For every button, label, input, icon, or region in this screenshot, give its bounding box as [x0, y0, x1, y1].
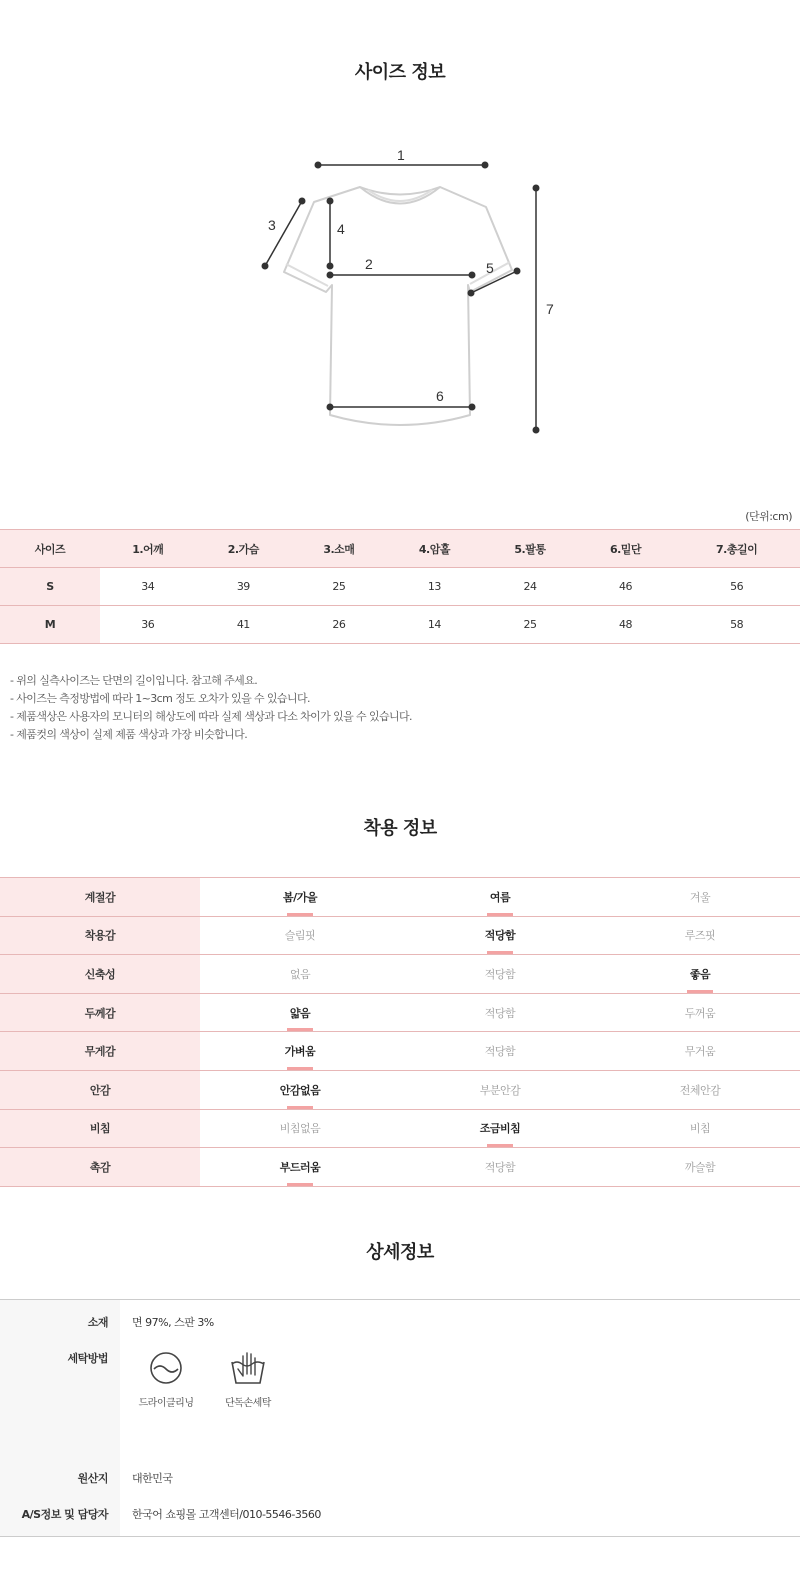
size-cell: 48: [578, 606, 674, 644]
wear-option: 까슬함: [600, 1148, 800, 1187]
table-row: [0, 606, 800, 644]
table-row: [0, 1148, 800, 1187]
wear-option: 두꺼움: [600, 993, 800, 1032]
detail-row-as: [0, 1496, 800, 1537]
wash-label: 세탁방법: [0, 1340, 120, 1460]
wear-label: 두께감: [0, 993, 200, 1032]
care-item-hand-wash: [220, 1350, 276, 1409]
care-label: 단독손세탁: [225, 1398, 271, 1409]
detail-row-material: [0, 1300, 800, 1341]
wear-label: 신축성: [0, 955, 200, 994]
size-table-header-row: [0, 530, 800, 568]
wear-info-title: 착용 정보: [363, 818, 437, 839]
wear-label: 비침: [0, 1109, 200, 1148]
size-cell: 13: [387, 568, 483, 606]
detail-row-origin: [0, 1460, 800, 1496]
table-row: [0, 1109, 800, 1148]
wear-option: 겨울: [600, 878, 800, 917]
size-header: 2.가슴: [196, 530, 292, 568]
wear-option: 좋음: [600, 955, 800, 994]
diagram-label-3: 3: [268, 217, 276, 233]
size-cell: 46: [578, 568, 674, 606]
wear-option: 적당함: [400, 916, 600, 955]
size-header: 1.어깨: [100, 530, 196, 568]
wear-option: 가벼움: [200, 1032, 400, 1071]
wear-option: 부드러움: [200, 1148, 400, 1187]
origin-value: 대한민국: [132, 1472, 173, 1485]
wear-option: 조금비침: [400, 1109, 600, 1148]
diagram-label-6: 6: [436, 388, 444, 404]
size-header: 7.총길이: [673, 530, 800, 568]
tshirt-measurement-diagram: [0, 140, 800, 450]
size-cell: 26: [291, 606, 387, 644]
material-value: 면 97%, 스판 3%: [132, 1316, 214, 1329]
wear-label: 촉감: [0, 1148, 200, 1187]
size-cell: 14: [387, 606, 483, 644]
wear-option: 전체안감: [600, 1070, 800, 1109]
size-cell: M: [0, 606, 100, 644]
wear-option: 부분안감: [400, 1070, 600, 1109]
wear-label: 무게감: [0, 1032, 200, 1071]
wear-option: 적당함: [400, 955, 600, 994]
size-table: [0, 529, 800, 644]
as-label: A/S정보 및 담당자: [0, 1496, 120, 1537]
table-row: [0, 878, 800, 917]
wash-methods: [120, 1340, 800, 1460]
table-row: [0, 1070, 800, 1109]
size-header: 사이즈: [0, 530, 100, 568]
note-line: - 위의 실측사이즈는 단면의 길이입니다. 참고해 주세요.: [10, 674, 258, 687]
wear-label: 착용감: [0, 916, 200, 955]
size-header: 5.팔통: [482, 530, 578, 568]
size-info-title: 사이즈 정보: [354, 62, 446, 83]
size-header: 3.소매: [291, 530, 387, 568]
detail-info-title: 상세정보: [366, 1242, 434, 1263]
size-cell: 39: [196, 568, 292, 606]
origin-label: 원산지: [0, 1460, 120, 1496]
size-notes: [10, 672, 412, 744]
detail-table: [0, 1299, 800, 1537]
size-cell: 58: [673, 606, 800, 644]
wear-option: 비침없음: [200, 1109, 400, 1148]
size-header: 4.암홀: [387, 530, 483, 568]
wear-option: 봄/가을: [200, 878, 400, 917]
table-row: [0, 568, 800, 606]
hand-wash-icon: [228, 1350, 268, 1386]
size-header: 6.밑단: [578, 530, 674, 568]
care-label: 드라이클리닝: [138, 1398, 194, 1409]
note-line: - 사이즈는 측정방법에 따라 1~3cm 정도 오차가 있을 수 있습니다.: [10, 692, 310, 705]
diagram-label-5: 5: [486, 260, 494, 276]
unit-label: (단위:cm): [745, 510, 792, 523]
size-cell: 25: [482, 606, 578, 644]
size-cell: 36: [100, 606, 196, 644]
table-row: [0, 955, 800, 994]
as-value: 한국어 쇼핑몰 고객센터/010-5546-3560: [132, 1508, 321, 1521]
wear-option: 없음: [200, 955, 400, 994]
wear-label: 안감: [0, 1070, 200, 1109]
wear-option: 적당함: [400, 993, 600, 1032]
table-row: [0, 916, 800, 955]
table-row: [0, 993, 800, 1032]
size-cell: 25: [291, 568, 387, 606]
size-cell: S: [0, 568, 100, 606]
wear-option: 적당함: [400, 1148, 600, 1187]
diagram-label-1: 1: [397, 147, 405, 163]
size-cell: 24: [482, 568, 578, 606]
wear-table: [0, 877, 800, 1187]
note-line: - 제품컷의 색상이 실제 제품 색상과 가장 비슷합니다.: [10, 728, 248, 741]
dry-clean-icon: [148, 1350, 184, 1386]
material-label: 소재: [0, 1300, 120, 1341]
diagram-label-7: 7: [546, 301, 554, 317]
note-line: - 제품색상은 사용자의 모니터의 해상도에 따라 실제 색상과 다소 차이가 있을 수 있습니다.: [10, 710, 412, 723]
wear-option: 적당함: [400, 1032, 600, 1071]
wear-option: 슬림핏: [200, 916, 400, 955]
wear-option: 안감없음: [200, 1070, 400, 1109]
diagram-label-4: 4: [337, 221, 345, 237]
detail-row-wash: [0, 1340, 800, 1460]
size-cell: 41: [196, 606, 292, 644]
wear-option: 여름: [400, 878, 600, 917]
size-cell: 56: [673, 568, 800, 606]
wear-option: 비침: [600, 1109, 800, 1148]
wear-option: 얇음: [200, 993, 400, 1032]
wear-option: 무거움: [600, 1032, 800, 1071]
care-item-dry-clean: [138, 1350, 194, 1409]
wear-label: 계절감: [0, 878, 200, 917]
size-cell: 34: [100, 568, 196, 606]
wear-option: 루즈핏: [600, 916, 800, 955]
table-row: [0, 1032, 800, 1071]
diagram-label-2: 2: [365, 256, 373, 272]
